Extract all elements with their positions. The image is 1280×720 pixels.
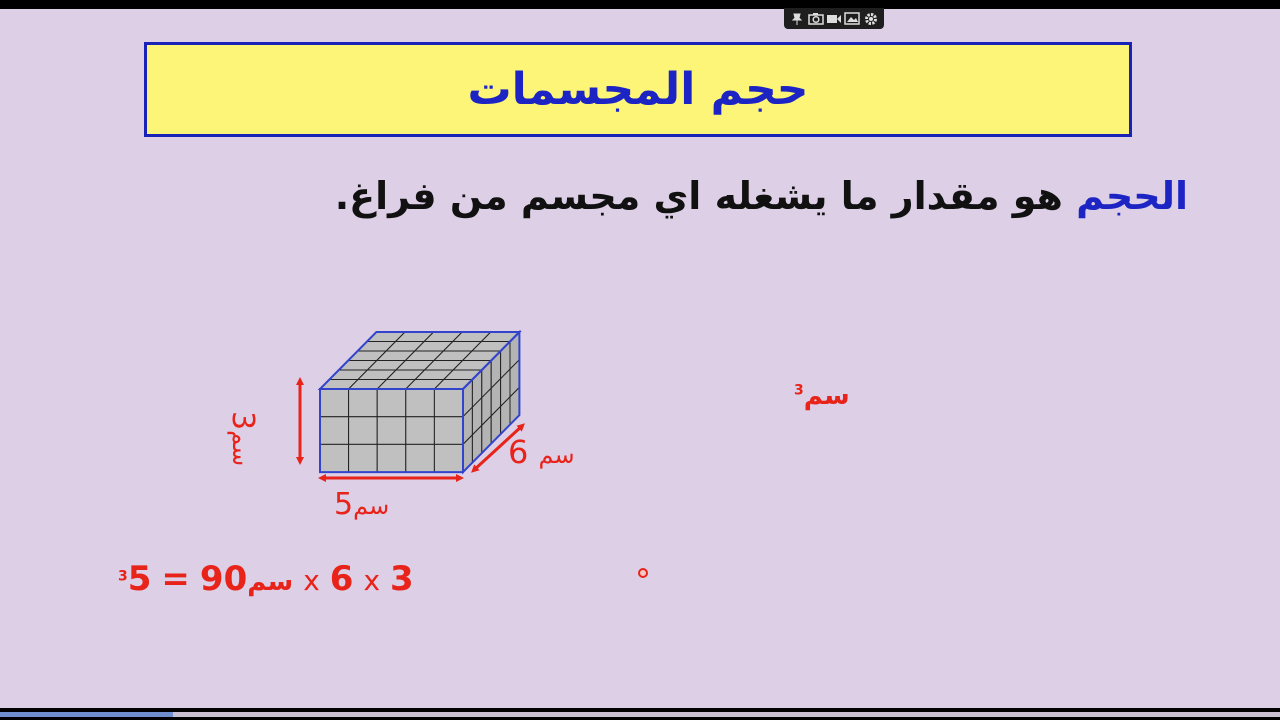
slide-canvas [0,9,1280,708]
prism-front-cell [434,417,463,445]
height-value: 3 [225,411,260,431]
width-unit: سم [353,492,390,520]
prism-front-cell [377,389,406,417]
volume-unit-annotation [794,381,850,411]
prism-front-cell [349,444,378,472]
prism-front-cell [406,444,435,472]
prism-front-cell [320,417,349,445]
floating-unit-exponent: 3 [794,382,804,399]
prism-front-cell [406,389,435,417]
prism-front-cell [320,444,349,472]
formula-factor-a: 3 [390,559,414,599]
definition-term: الحجم [1076,174,1188,218]
height-unit: سم [227,430,255,467]
prism-front-cell [377,444,406,472]
result-exponent: 3 [118,568,128,585]
presentation-toolbar [784,8,884,29]
formula-times-1: x [303,564,320,597]
laser-pointer-dot [638,568,648,578]
width-label [334,487,389,522]
formula-factor-c: 5 [127,559,152,599]
camera-icon[interactable] [807,11,825,27]
prism-front-cell [349,417,378,445]
prism-front-cell [377,417,406,445]
prism-cubes [320,332,519,472]
depth-value: 6 [508,433,529,471]
slide-progress-bar[interactable] [0,712,1280,717]
depth-unit: سم [538,441,575,469]
slide-progress-fill [0,712,173,717]
formula-factor-b: 6 [329,559,354,599]
formula-equals: = [161,559,190,599]
depth-label [508,433,575,471]
slide-title: حجم المجسمات [467,64,809,115]
video-icon[interactable] [825,11,843,27]
formula-result: 90 [199,559,248,599]
prism-front-cell [406,417,435,445]
width-value: 5 [334,487,354,522]
result-unit-text: سم [247,567,294,597]
formula-times-2: x [363,564,381,597]
prism-front-cell [434,389,463,417]
prism-front-cell [434,444,463,472]
gear-icon[interactable] [862,11,880,27]
volume-formula [118,559,414,599]
rectangular-prism-diagram [0,9,1280,708]
definition-body: هو مقدار ما يشغله اي مجسم من فراغ. [334,174,1077,218]
floating-unit-text: سم [803,381,850,411]
prism-front-cell [320,389,349,417]
pin-icon[interactable] [788,11,806,27]
image-icon[interactable] [843,11,861,27]
height-label [225,411,260,466]
prism-front-cell [349,389,378,417]
